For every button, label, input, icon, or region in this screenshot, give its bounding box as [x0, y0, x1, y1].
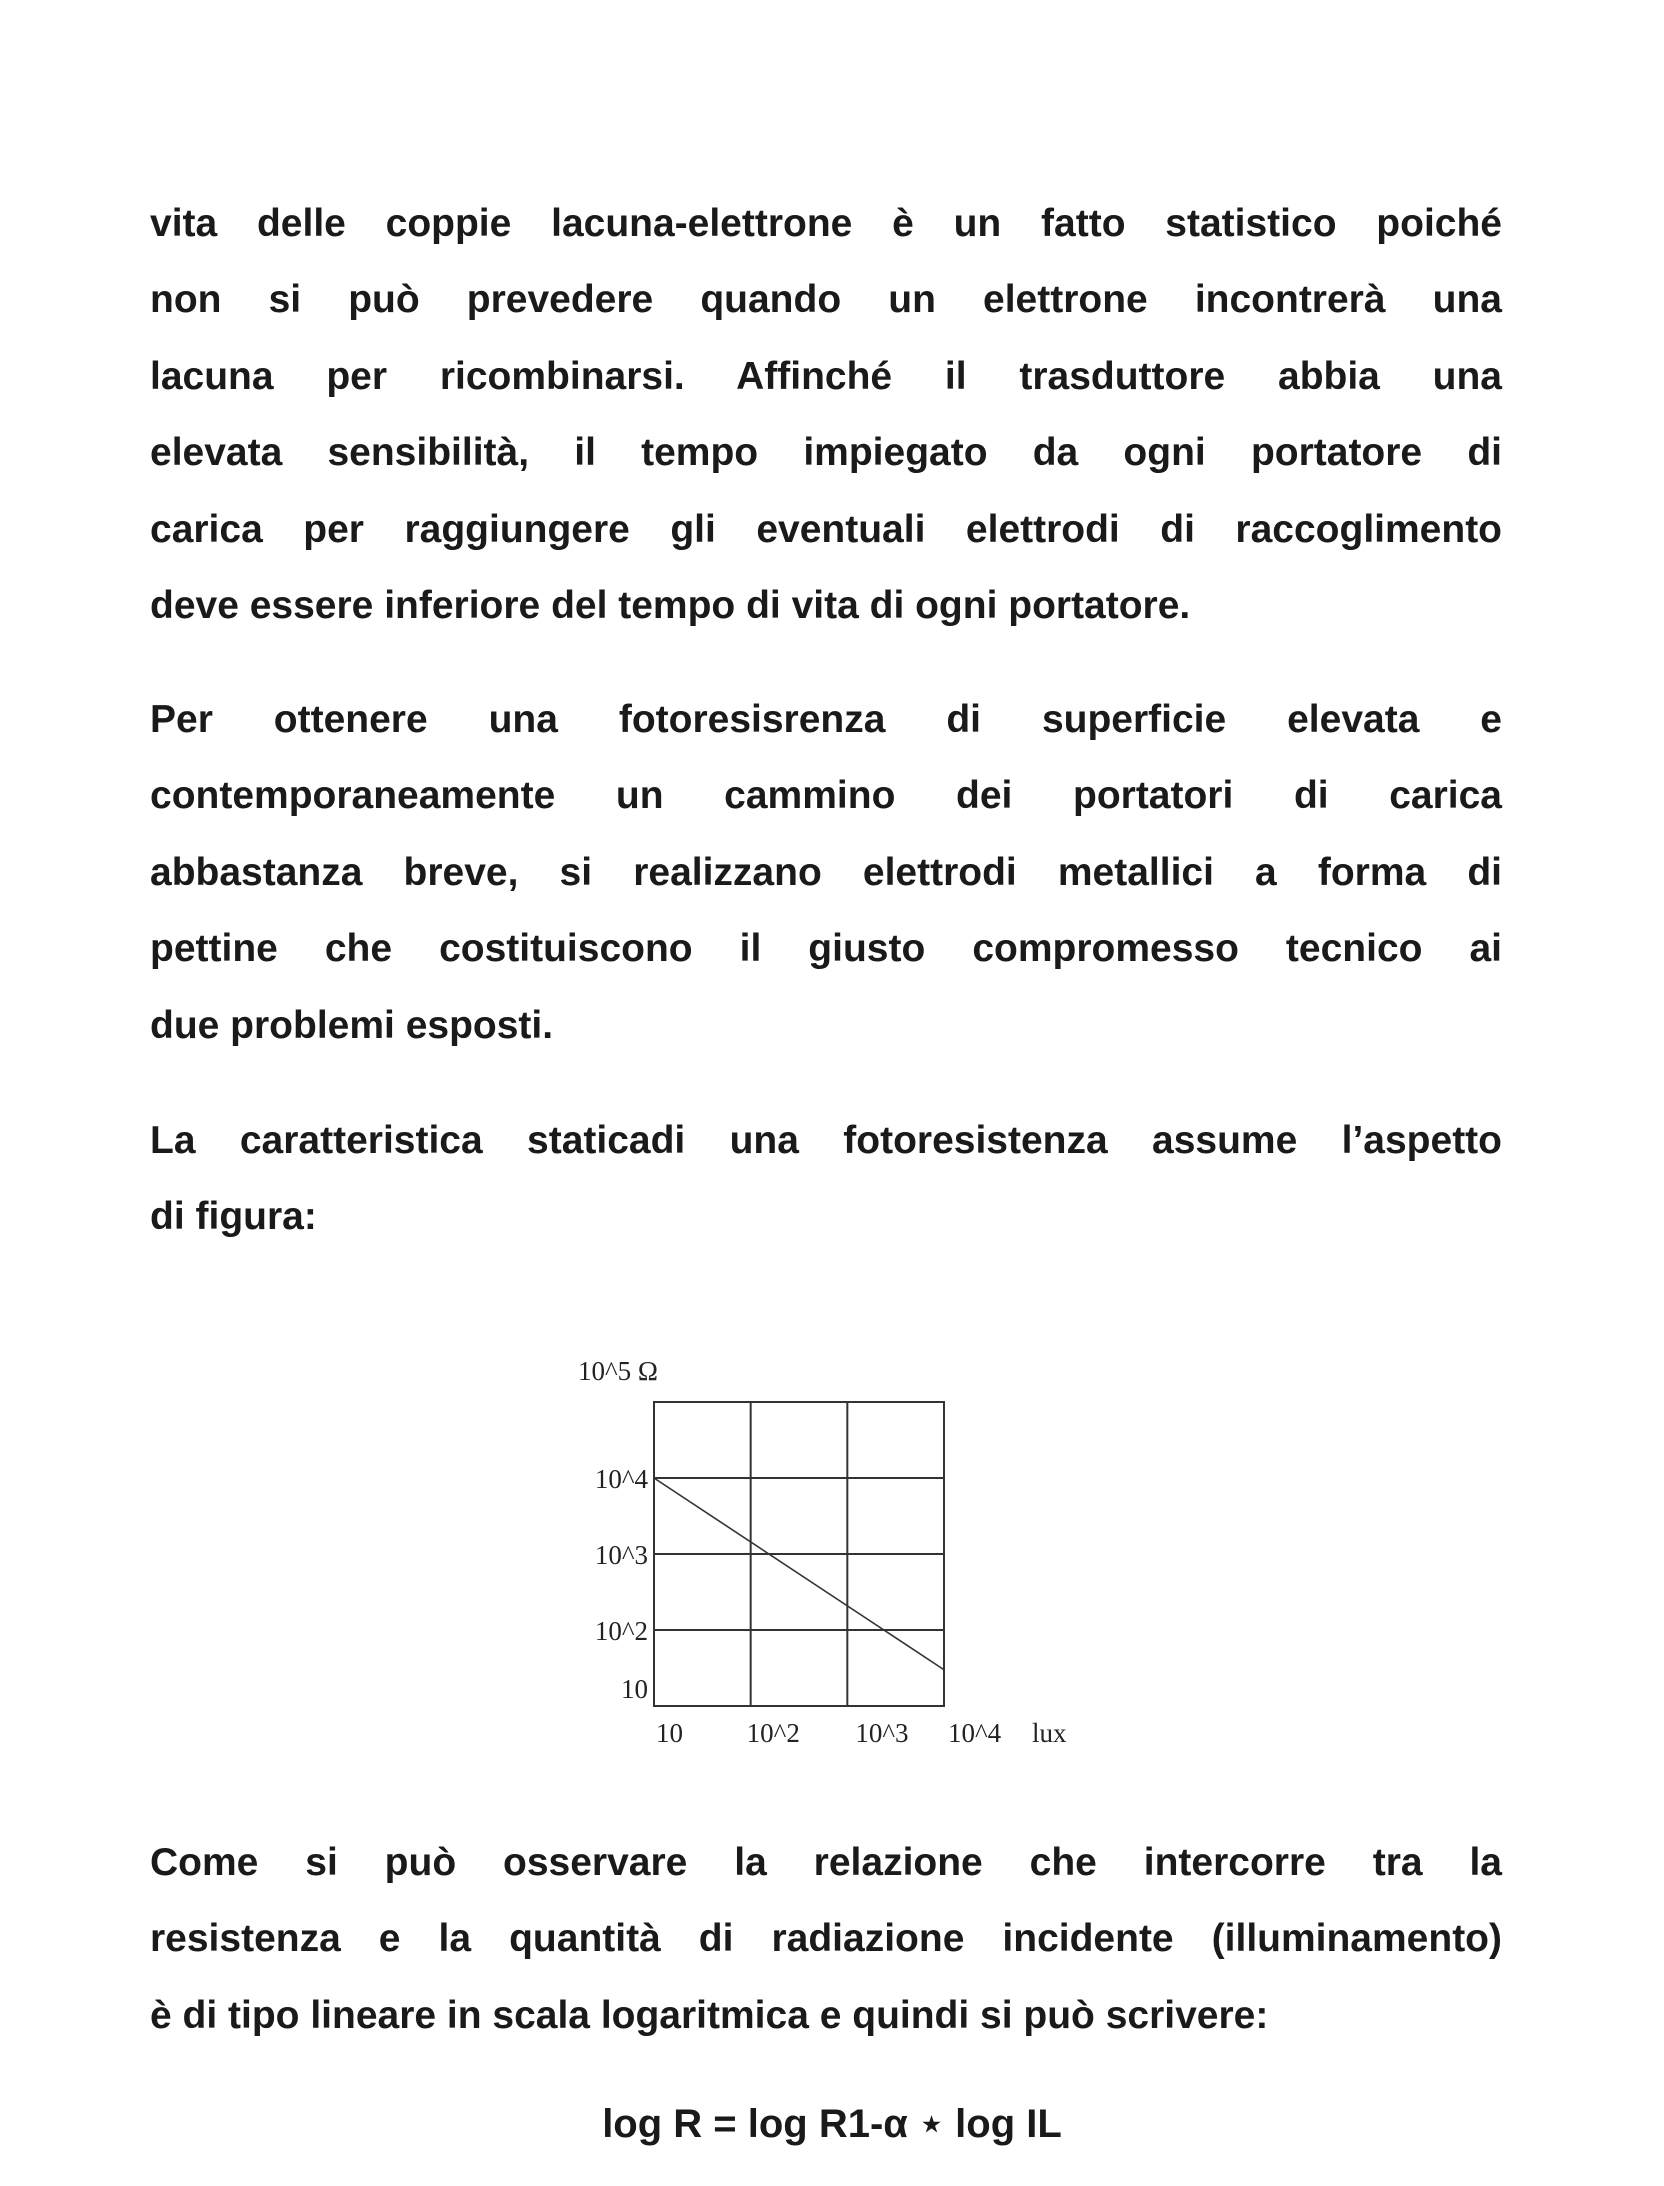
text-line: è di tipo lineare in scala logaritmica e quindi si può scrivere: [150, 1993, 1269, 2037]
y-tick-label: 10^2 [594, 1616, 648, 1646]
text-line: non si può prevedere quando un elettrone incontrerà una [150, 278, 1502, 322]
x-tick-label: 10^2 [746, 1718, 800, 1748]
text-line: deve essere inferiore del tempo di vita di ogni portatore. [150, 584, 1191, 628]
text-line: abbastanza breve, si realizzano elettrodi metallici a forma di [150, 850, 1502, 894]
text-line: di figura: [150, 1195, 317, 1239]
chart-svg [560, 1340, 1100, 1770]
text-line: elevata sensibilità, il tempo impiegato da ogni portatore di [150, 431, 1502, 475]
y-tick-label: 10^3 [594, 1540, 648, 1570]
paragraph-2 [150, 682, 1502, 1064]
text-line: contemporaneamente un cammino dei portatori di carica [150, 774, 1502, 818]
text-line: lacuna per ricombinarsi. Affinché il trasduttore abbia una [150, 354, 1502, 398]
y-tick-label: 10^5 Ω [578, 1356, 658, 1386]
text-line: due problemi esposti. [150, 1003, 554, 1047]
text-line: Come si può osservare la relazione che intercorre tra la [150, 1841, 1502, 1884]
paragraph-4 [150, 1825, 1502, 2054]
formula: log R = log R1-α ⋆ log IL [602, 2102, 1062, 2146]
series-line [654, 1478, 944, 1670]
text-line: pettine che costituiscono il giusto compromesso tecnico ai [150, 927, 1502, 971]
photoresistor-characteristic-chart [560, 1340, 1100, 1770]
text-line: La caratteristica staticadi una fotoresistenza assume l’aspetto [150, 1119, 1502, 1162]
text-line: Per ottenere una fotoresisrenza di superficie elevata e [150, 698, 1502, 741]
paragraph-3 [150, 1103, 1502, 1256]
x-tick-label: 10 [656, 1718, 683, 1748]
text-line: vita delle coppie lacuna-elettrone è un fatto statistico poiché [150, 202, 1502, 245]
text-line: resistenza e la quantità di radiazione incidente (illuminamento) [150, 1917, 1502, 1961]
paragraph-1 [150, 186, 1502, 644]
text-line: carica per raggiungere gli eventuali elettrodi di raccoglimento [150, 507, 1502, 551]
x-tick-label: 10^4 [948, 1718, 1002, 1748]
y-tick-label: 10^4 [594, 1464, 648, 1494]
x-tick-label: 10^3 [855, 1718, 909, 1748]
x-tick-label: lux [1032, 1718, 1067, 1748]
y-tick-label: 10 [621, 1674, 648, 1704]
